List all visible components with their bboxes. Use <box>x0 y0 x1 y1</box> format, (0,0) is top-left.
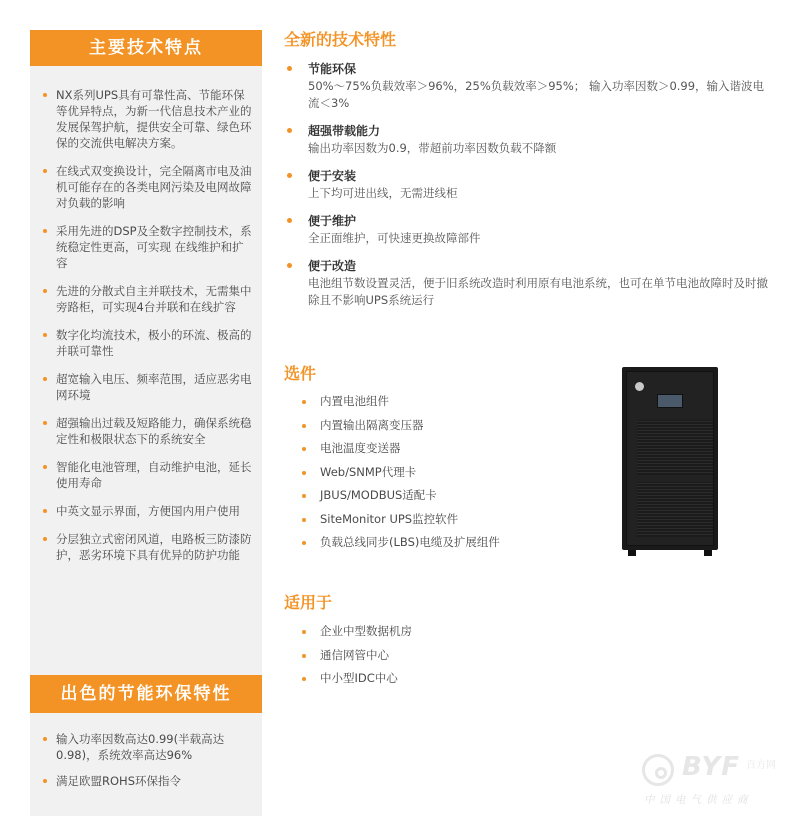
ups-body <box>622 367 718 550</box>
bullet-icon <box>302 471 306 475</box>
feature-desc: 上下均可进出线，无需进线柜 <box>308 186 458 200</box>
feature-title: 超强带载能力 <box>308 124 381 138</box>
applicable-list <box>300 620 412 691</box>
feature-item <box>284 167 774 202</box>
feature-title: 便于改造 <box>308 259 357 273</box>
energy-features-title: 出色的节能环保特性 <box>30 675 262 713</box>
list-item: 在线式双变换设计，完全隔离市电及油机可能存在的各类电网污染及电网故障对负载的影响 <box>30 163 262 211</box>
ups-vent <box>637 482 713 537</box>
bullet-icon <box>302 447 306 451</box>
list-item: 负载总线同步(LBS)电缆及扩展组件 <box>300 531 500 555</box>
ups-foot <box>704 550 712 556</box>
feature-title: 便于安装 <box>308 169 357 183</box>
ups-cabinet-image <box>622 367 718 557</box>
bullet-icon <box>302 654 306 658</box>
watermark-subtitle: 中国电气供应商 <box>644 794 753 806</box>
list-item: 先进的分散式自主并联技术，无需集中旁路柜，可实现4台并联和在线扩容 <box>30 283 262 315</box>
bullet-icon <box>302 518 306 522</box>
bullet-icon <box>287 263 292 268</box>
options-list <box>300 390 500 555</box>
ups-display-panel <box>657 394 683 408</box>
bullet-icon <box>43 421 47 425</box>
bullet-icon <box>43 779 47 783</box>
watermark-badge: 百方网 <box>746 760 776 771</box>
bullet-icon <box>287 173 292 178</box>
list-item: SiteMonitor UPS监控软件 <box>300 508 500 532</box>
main-features-list <box>30 87 262 575</box>
bullet-icon <box>287 218 292 223</box>
applicable-title: 适用于 <box>284 593 333 612</box>
list-item: 采用先进的DSP及全数字控制技术，系统稳定性更高，可实现 在线维护和扩容 <box>30 223 262 271</box>
bullet-icon <box>302 494 306 498</box>
bullet-icon <box>43 169 47 173</box>
bullet-icon <box>43 537 47 541</box>
bullet-icon <box>302 541 306 545</box>
ups-vent <box>637 420 713 475</box>
feature-item <box>284 212 774 247</box>
feature-title: 便于维护 <box>308 214 357 228</box>
list-item: Web/SNMP代理卡 <box>300 461 500 485</box>
brand-logo-icon <box>635 382 644 391</box>
list-item: 企业中型数据机房 <box>300 620 412 644</box>
list-item: 智能化电池管理，自动维护电池，延长使用寿命 <box>30 459 262 491</box>
bullet-icon <box>43 465 47 469</box>
tech-features-list <box>284 60 774 319</box>
list-item: 超强输出过载及短路能力，确保系统稳定性和极限状态下的系统安全 <box>30 415 262 447</box>
bullet-icon <box>43 737 47 741</box>
list-item: 内置输出隔离变压器 <box>300 414 500 438</box>
bullet-icon <box>302 400 306 404</box>
bullet-icon <box>302 424 306 428</box>
bullet-icon <box>43 289 47 293</box>
bullet-icon <box>43 229 47 233</box>
options-title: 选件 <box>284 364 317 383</box>
list-item: 电池温度变送器 <box>300 437 500 461</box>
list-item: JBUS/MODBUS适配卡 <box>300 484 500 508</box>
list-item: 中小型IDC中心 <box>300 667 412 691</box>
left-sidebar <box>30 30 262 816</box>
list-item: 输入功率因数高达0.99(半载高达0.98)，系统效率高达96% <box>30 731 262 763</box>
feature-item <box>284 60 774 112</box>
energy-features-list <box>30 731 262 799</box>
feature-desc: 50%～75%负载效率＞96%，25%负载效率＞95%； 输入功率因数＞0.99，输入谐波电流＜3% <box>308 79 765 110</box>
feature-desc: 电池组节数设置灵活，便于旧系统改造时利用原有电池系统，也可在单节电池故障时及时撤除且不影响UPS系统运行 <box>308 276 768 307</box>
bullet-icon <box>43 509 47 513</box>
bullet-icon <box>43 377 47 381</box>
bullet-icon <box>287 66 292 71</box>
feature-item <box>284 122 774 157</box>
list-item: 分层独立式密闭风道，电路板三防漆防护，恶劣环境下具有优异的防护功能 <box>30 531 262 563</box>
bullet-icon <box>43 333 47 337</box>
watermark-brand: BYF <box>682 752 740 782</box>
bullet-icon <box>287 128 292 133</box>
bullet-icon <box>43 93 47 97</box>
list-item: 内置电池组件 <box>300 390 500 414</box>
ups-foot <box>628 550 636 556</box>
feature-title: 节能环保 <box>308 62 357 76</box>
watermark-logo-icon <box>642 754 674 786</box>
bullet-icon <box>302 630 306 634</box>
list-item: 超宽输入电压、频率范围，适应恶劣电网环境 <box>30 371 262 403</box>
feature-item <box>284 257 774 309</box>
list-item: NX系列UPS具有可靠性高、节能环保等优异特点，为新一代信息技术产业的发展保驾护航，提供安全可靠、绿色环保的交流供电解决方案。 <box>30 87 262 151</box>
main-features-title: 主要技术特点 <box>30 30 262 66</box>
list-item: 中英文显示界面，方便国内用户使用 <box>30 503 262 519</box>
list-item: 满足欧盟ROHS环保指令 <box>30 773 262 789</box>
watermark <box>640 752 790 812</box>
feature-desc: 输出功率因数为0.9，带超前功率因数负载不降额 <box>308 141 557 155</box>
list-item: 数字化均流技术，极小的环流、极高的并联可靠性 <box>30 327 262 359</box>
feature-desc: 全正面维护，可快速更换故障部件 <box>308 231 481 245</box>
list-item: 通信网管中心 <box>300 644 412 668</box>
new-tech-title: 全新的技术特性 <box>284 30 397 49</box>
ups-door <box>626 371 714 546</box>
bullet-icon <box>302 677 306 681</box>
